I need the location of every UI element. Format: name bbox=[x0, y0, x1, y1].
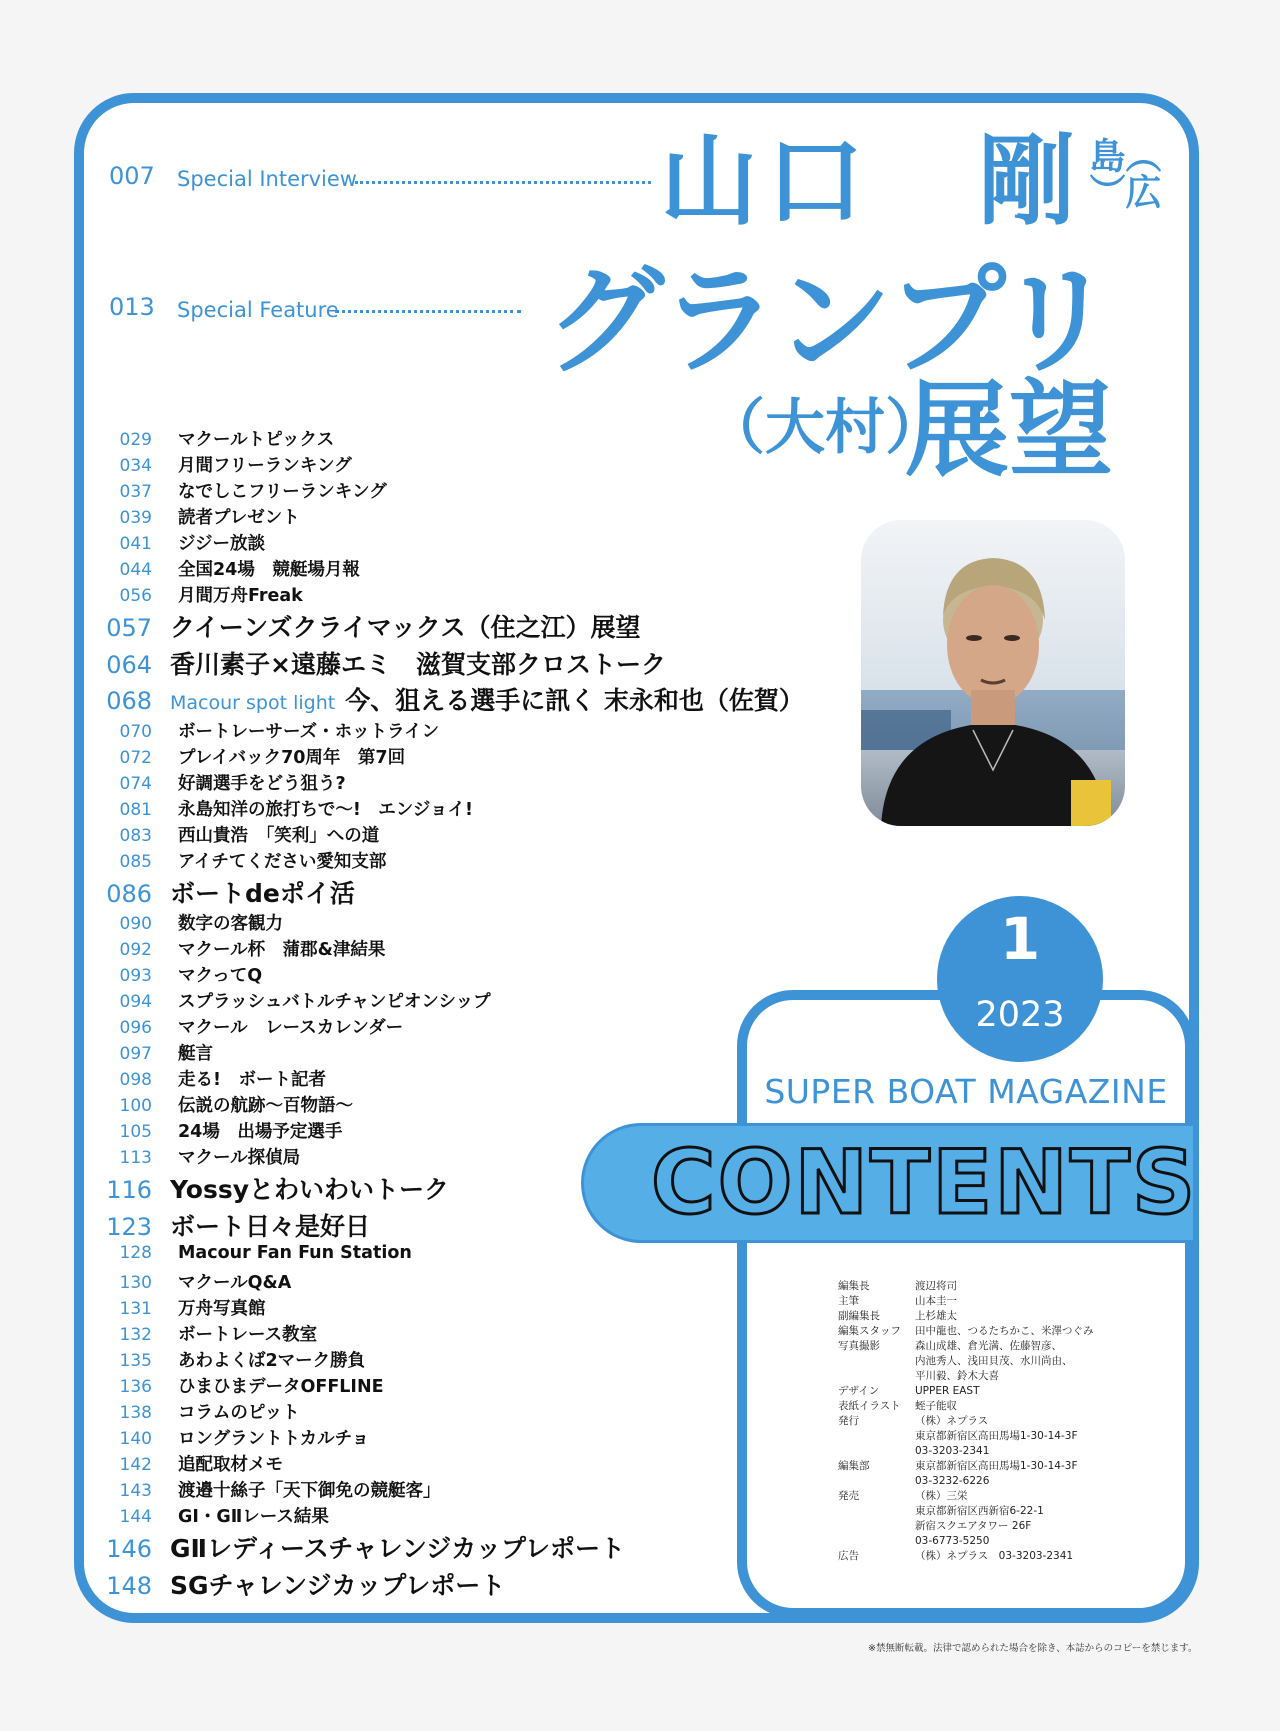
toc-title: ボートレーサーズ・ホットライン bbox=[178, 721, 440, 742]
credit-name: 蛭子能収 bbox=[915, 1400, 957, 1412]
toc-page-number: 136 bbox=[119, 1377, 152, 1397]
credit-row bbox=[838, 1504, 1094, 1519]
toc-page-number: 138 bbox=[119, 1403, 152, 1423]
toc-page-number: 086 bbox=[106, 879, 152, 908]
credit-role: 編集スタッフ bbox=[838, 1325, 901, 1337]
toc-page-number: 142 bbox=[119, 1455, 152, 1475]
credit-name: 山本圭一 bbox=[915, 1295, 957, 1307]
feature-title-line1: グランプリ bbox=[546, 252, 1112, 390]
toc-title: ボートdeポイ活 bbox=[170, 878, 355, 908]
toc-page-number: 094 bbox=[119, 992, 152, 1012]
credit-role: 写真撮影 bbox=[838, 1340, 880, 1352]
toc-item bbox=[100, 822, 860, 848]
toc-title: 今、狙える選手に訊く 末永和也（佐賀） bbox=[345, 686, 804, 715]
toc-item bbox=[100, 936, 860, 962]
toc-title: アイチてください愛知支部 bbox=[178, 851, 387, 872]
credit-name: 新宿スクエアタワー 26F bbox=[915, 1520, 1032, 1532]
toc-item bbox=[100, 478, 860, 504]
credit-row bbox=[838, 1489, 1094, 1504]
toc-page-number: 090 bbox=[119, 914, 152, 934]
credit-role bbox=[838, 1474, 915, 1489]
issue-year: 2023 bbox=[975, 995, 1065, 1035]
toc-title: コラムのピット bbox=[178, 1403, 300, 1423]
toc-title: Yossyとわいわいトーク bbox=[170, 1175, 450, 1204]
credit-name: 03-3232-6226 bbox=[915, 1475, 990, 1487]
credit-row bbox=[838, 1534, 1094, 1549]
toc-item bbox=[100, 770, 860, 796]
credit-row bbox=[838, 1549, 1094, 1564]
credit-role: 発売 bbox=[838, 1490, 859, 1502]
toc-page-number: 098 bbox=[119, 1070, 152, 1090]
credit-row bbox=[838, 1384, 1094, 1399]
toc-title: 読者プレゼント bbox=[178, 508, 300, 528]
credit-name: 東京都新宿区高田馬場1-30-14-3F bbox=[915, 1430, 1078, 1442]
toc-page-number: 132 bbox=[119, 1325, 152, 1345]
credit-name: 田中龍也、つるたちかこ、米澤つぐみ bbox=[915, 1325, 1094, 1337]
toc-title: Macour Fan Fun Station bbox=[178, 1243, 412, 1263]
leader-dots bbox=[335, 310, 521, 313]
credit-name: 平川毅、鈴木大喜 bbox=[915, 1370, 999, 1382]
toc-item bbox=[100, 645, 860, 682]
toc-title: 24場 出場予定選手 bbox=[178, 1122, 343, 1142]
credit-name: 渡辺将司 bbox=[915, 1280, 957, 1292]
toc-title: クイーンズクライマックス（住之江）展望 bbox=[170, 613, 641, 642]
toc-page-number: 056 bbox=[119, 586, 152, 606]
toc-title: 追配取材メモ bbox=[178, 1455, 283, 1475]
credit-name: 03-6773-5250 bbox=[915, 1535, 990, 1547]
feature-number: 013 bbox=[109, 293, 155, 321]
toc-title: スプラッシュバトルチャンピオンシップ bbox=[178, 992, 491, 1012]
toc-item bbox=[100, 718, 860, 744]
toc-title: 艇言 bbox=[178, 1044, 213, 1064]
toc-item bbox=[100, 796, 860, 822]
toc-page-number: 034 bbox=[119, 456, 152, 476]
feature-number: 007 bbox=[109, 162, 155, 190]
toc-page-number: 039 bbox=[119, 508, 152, 528]
credit-role bbox=[838, 1429, 915, 1444]
credit-role: 発行 bbox=[838, 1415, 859, 1427]
credit-name: 03-3203-2341 bbox=[915, 1445, 990, 1457]
toc-item bbox=[100, 452, 860, 478]
toc-page-number: 148 bbox=[106, 1571, 152, 1600]
toc-page-number: 083 bbox=[119, 825, 152, 846]
toc-page-number: 092 bbox=[119, 940, 152, 960]
toc-title: 数字の客観力 bbox=[178, 914, 283, 934]
toc-page-number: 074 bbox=[119, 773, 152, 794]
toc-page-number: 123 bbox=[106, 1212, 152, 1241]
toc-title: 万舟写真館 bbox=[178, 1299, 266, 1319]
toc-page-number: 105 bbox=[119, 1122, 152, 1142]
toc-page-number: 085 bbox=[119, 851, 152, 872]
credit-role: 表紙イラスト bbox=[838, 1400, 901, 1412]
toc-page-number: 096 bbox=[119, 1018, 152, 1038]
toc-page-number: 057 bbox=[106, 614, 152, 642]
copyright-notice: ※禁無断転載。法律で認められた場合を除き、本誌からのコピーを禁じます。 bbox=[868, 1643, 1198, 1654]
toc-page-number: 135 bbox=[119, 1351, 152, 1371]
credit-role bbox=[838, 1519, 915, 1534]
toc-item bbox=[100, 848, 860, 874]
credit-role: 主筆 bbox=[838, 1295, 859, 1307]
feature-title-line2: 展望 bbox=[905, 369, 1114, 491]
credit-role: 編集部 bbox=[838, 1460, 870, 1472]
toc-page-number: 029 bbox=[119, 430, 152, 450]
toc-page-number: 113 bbox=[119, 1148, 152, 1168]
toc-item bbox=[100, 988, 860, 1014]
credit-row bbox=[838, 1279, 1094, 1294]
toc-title: 伝説の航跡〜百物語〜 bbox=[178, 1096, 353, 1116]
toc-title: ボートレース教室 bbox=[178, 1325, 318, 1345]
toc-page-number: 044 bbox=[119, 560, 152, 580]
leader-dots bbox=[355, 181, 651, 184]
credit-name: 東京都新宿区高田馬場1-30-14-3F bbox=[915, 1460, 1078, 1472]
credit-row bbox=[838, 1474, 1094, 1489]
credit-row bbox=[838, 1309, 1094, 1324]
credit-role: 編集長 bbox=[838, 1280, 870, 1292]
toc-page-number: 072 bbox=[119, 747, 152, 768]
credit-row bbox=[838, 1399, 1094, 1414]
issue-month: 1 bbox=[999, 905, 1041, 973]
toc-page-number: 081 bbox=[119, 799, 152, 820]
interview-prefecture: （広島） bbox=[1084, 137, 1161, 209]
interview-name: 山口 剛 bbox=[660, 125, 1085, 239]
toc-title: 月間フリーランキング bbox=[178, 456, 352, 476]
credit-role bbox=[838, 1504, 915, 1519]
magazine-name: SUPER BOAT MAGAZINE bbox=[764, 1072, 1168, 1111]
credit-row bbox=[838, 1414, 1094, 1429]
toc-title: プレイバック70周年 第7回 bbox=[178, 747, 406, 768]
credit-row bbox=[838, 1339, 1094, 1354]
toc-item bbox=[100, 681, 860, 718]
feature-title-paren: （大村） bbox=[705, 393, 945, 463]
toc-title: あわよくば2マーク勝負 bbox=[178, 1351, 366, 1371]
toc-title: マクってQ bbox=[178, 966, 263, 986]
credit-row bbox=[838, 1294, 1094, 1309]
toc-page-number: 128 bbox=[119, 1243, 152, 1263]
toc-title: マクール探偵局 bbox=[178, 1148, 301, 1168]
toc-title: ロングラントトカルチョ bbox=[178, 1429, 370, 1449]
toc-title: 西山貴浩 「笑利」への道 bbox=[178, 825, 380, 846]
feature-label: Special Feature bbox=[177, 298, 339, 322]
toc-title: マクール杯 蒲郡&津結果 bbox=[178, 940, 386, 960]
toc-title: ひまひまデータOFFLINE bbox=[178, 1377, 384, 1397]
credit-name: （株）ネプラス 03-3203-2341 bbox=[915, 1550, 1074, 1562]
credit-role: 広告 bbox=[838, 1550, 859, 1562]
toc-title: 好調選手をどう狙う? bbox=[178, 773, 346, 794]
toc-page-number: 100 bbox=[119, 1096, 152, 1116]
staff-credits bbox=[838, 1279, 1094, 1564]
toc-page-number: 093 bbox=[119, 966, 152, 986]
toc-page-number: 140 bbox=[119, 1429, 152, 1449]
toc-title: SGチャレンジカップレポート bbox=[170, 1570, 506, 1600]
toc-title: GⅡレディースチャレンジカップレポート bbox=[170, 1534, 625, 1563]
credit-name: UPPER EAST bbox=[915, 1385, 980, 1397]
toc-page-number: 070 bbox=[119, 721, 152, 742]
toc-title: 全国24場 競艇場月報 bbox=[178, 560, 360, 580]
toc-title: ボート日々是好日 bbox=[170, 1211, 371, 1241]
portrait-photo bbox=[861, 520, 1125, 826]
toc-title: 走る! ボート記者 bbox=[178, 1070, 326, 1090]
credit-role bbox=[838, 1444, 915, 1459]
credit-name: （株）三栄 bbox=[915, 1490, 968, 1502]
toc-title: 永島知洋の旅打ちで〜! エンジョイ! bbox=[178, 799, 473, 820]
toc-item bbox=[100, 608, 860, 645]
toc-subtitle: Macour spot light bbox=[170, 692, 336, 714]
toc-page-number: 144 bbox=[119, 1507, 152, 1527]
toc-item bbox=[100, 504, 860, 530]
toc-title: 香川素子×遠藤エミ 滋賀支部クロストーク bbox=[170, 649, 666, 679]
toc-item bbox=[100, 426, 860, 452]
toc-page-number: 131 bbox=[119, 1299, 152, 1319]
credit-role bbox=[838, 1354, 915, 1369]
toc-item bbox=[100, 744, 860, 770]
credit-row bbox=[838, 1369, 1094, 1384]
toc-item bbox=[100, 910, 860, 936]
toc-title: マクールトピックス bbox=[178, 430, 335, 450]
feature-label: Special Interview bbox=[177, 167, 357, 191]
credit-row bbox=[838, 1429, 1094, 1444]
credit-row bbox=[838, 1444, 1094, 1459]
toc-title: 渡邉十絲子「天下御免の競艇客」 bbox=[178, 1481, 441, 1501]
toc-page-number: 037 bbox=[119, 482, 152, 502]
toc-title: 月間万舟Freak bbox=[178, 586, 303, 606]
credit-name: 森山成雄、倉光满、佐藤智彦、 bbox=[915, 1340, 1062, 1352]
portrait-photo-art bbox=[861, 520, 1125, 826]
toc-page-number: 130 bbox=[119, 1273, 152, 1293]
credit-name: 東京都新宿区西新宿6-22-1 bbox=[915, 1505, 1044, 1517]
toc-page-number: 116 bbox=[106, 1176, 152, 1204]
toc-page-number: 143 bbox=[119, 1481, 152, 1501]
credit-role bbox=[838, 1534, 915, 1549]
toc-item bbox=[100, 582, 860, 608]
toc-item bbox=[100, 556, 860, 582]
contents-heading: CONTENTS bbox=[651, 1131, 1198, 1234]
credit-row bbox=[838, 1354, 1094, 1369]
credit-name: 上杉雄太 bbox=[915, 1310, 957, 1322]
toc-page-number: 041 bbox=[119, 534, 152, 554]
toc-title: GⅠ・GⅡレース結果 bbox=[178, 1507, 329, 1527]
credit-role: デザイン bbox=[838, 1385, 880, 1397]
credit-row bbox=[838, 1519, 1094, 1534]
toc-item bbox=[100, 962, 860, 988]
credit-role: 副編集長 bbox=[838, 1310, 880, 1322]
credit-role bbox=[838, 1369, 915, 1384]
credit-row bbox=[838, 1324, 1094, 1339]
toc-page-number: 146 bbox=[106, 1535, 152, 1563]
credit-name: （株）ネプラス bbox=[915, 1415, 989, 1427]
toc-page-number: 068 bbox=[106, 687, 152, 715]
toc-title: なでしこフリーランキング bbox=[178, 482, 387, 502]
toc-page-number: 064 bbox=[106, 650, 152, 679]
credit-row bbox=[838, 1459, 1094, 1474]
toc-item bbox=[100, 874, 860, 911]
credit-name: 内池秀人、浅田貝茂、水川尚由、 bbox=[915, 1355, 1073, 1367]
toc-title: マクール レースカレンダー bbox=[178, 1018, 404, 1038]
toc-title: マクールQ&A bbox=[178, 1273, 292, 1293]
toc-title: ジジー放談 bbox=[178, 534, 266, 554]
toc-item bbox=[100, 530, 860, 556]
toc-page-number: 097 bbox=[119, 1044, 152, 1064]
